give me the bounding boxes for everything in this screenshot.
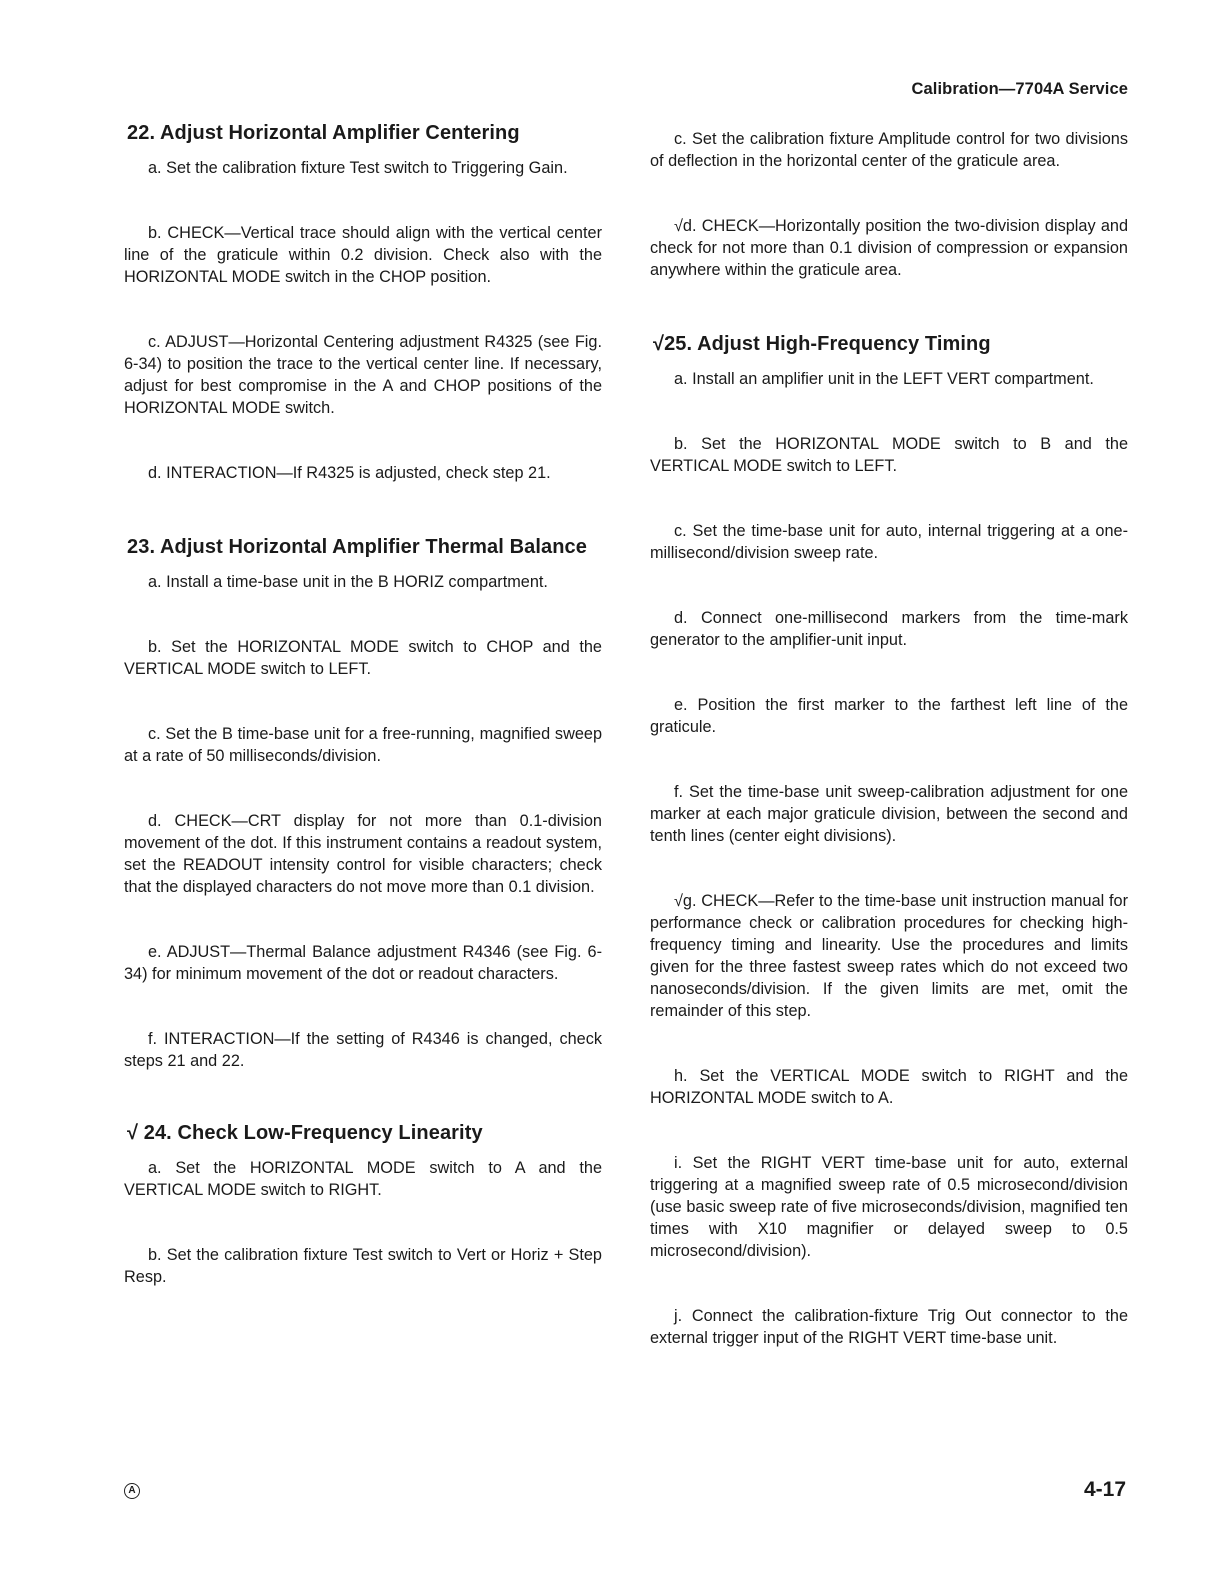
step-23b: b. Set the HORIZONTAL MODE switch to CHOP and the VERTICAL MODE switch to LEFT. [124, 638, 602, 678]
running-header: Calibration—7704A Service [911, 80, 1128, 98]
step-24c: c. Set the calibration fixture Amplitude control for two divisions of deflection in the horizontal center of the graticule area. [650, 130, 1128, 170]
step-25g: √g. CHECK—Refer to the time-base unit instruction manual for performance check or calibration procedures for checking high-frequency timing and linearity. Use the procedures and limits given for the three fastest sweep rates which do not exceed two nanoseconds/division. If the given limits are met, omit the remainder of this step. [650, 892, 1128, 1020]
step-24b: b. Set the calibration fixture Test switch to Vert or Horiz + Step Resp. [124, 1246, 602, 1286]
section-24-title: √ 24. Check Low-Frequency Linearity [127, 1122, 483, 1144]
section-22-title: 22. Adjust Horizontal Amplifier Centering [127, 122, 520, 144]
step-25i: i. Set the RIGHT VERT time-base unit for auto, external triggering at a magnified sweep rate of 0.5 microsecond/division (use basic sweep rate of five microseconds/division, magnified ten times with X10 magnifier or delayed sweep to 0.5 microsecond/division). [650, 1154, 1128, 1260]
step-25c: c. Set the time-base unit for auto, internal triggering at a one-millisecond/division sweep rate. [650, 522, 1128, 562]
step-22c: c. ADJUST—Horizontal Centering adjustment R4325 (see Fig. 6-34) to position the trace to the vertical center line. If necessary, adjust for best compromise in the A and CHOP positions of the HORIZONTAL MODE switch. [124, 333, 602, 417]
step-23f: f. INTERACTION—If the setting of R4346 is changed, check steps 21 and 22. [124, 1030, 602, 1070]
step-23d: d. CHECK—CRT display for not more than 0.1-division movement of the dot. If this instrument contains a readout system, set the READOUT intensity control for visible characters; check that the displayed characters do not move more than 0.1 division. [124, 812, 602, 896]
step-25h: h. Set the VERTICAL MODE switch to RIGHT and the HORIZONTAL MODE switch to A. [650, 1067, 1128, 1107]
step-22d: d. INTERACTION—If R4325 is adjusted, check step 21. [148, 464, 551, 482]
step-22b: b. CHECK—Vertical trace should align with the vertical center line of the graticule within 0.2 division. Check also with the HORIZONTAL MODE switch in the CHOP position. [124, 224, 602, 286]
step-25j: j. Connect the calibration-fixture Trig Out connector to the external trigger input of the RIGHT VERT time-base unit. [650, 1307, 1128, 1347]
step-25e: e. Position the first marker to the farthest left line of the graticule. [650, 696, 1128, 736]
step-24a: a. Set the HORIZONTAL MODE switch to A and the VERTICAL MODE switch to RIGHT. [124, 1159, 602, 1199]
left-column [124, 122, 602, 1288]
step-24d: √d. CHECK—Horizontally position the two-division display and check for not more than 0.1 division of compression or expansion anywhere within the graticule area. [650, 217, 1128, 279]
step-23e: e. ADJUST—Thermal Balance adjustment R4346 (see Fig. 6-34) for minimum movement of the dot or readout characters. [124, 943, 602, 983]
step-25a: a. Install an amplifier unit in the LEFT VERT compartment. [674, 370, 1094, 388]
step-23c: c. Set the B time-base unit for a free-running, magnified sweep at a rate of 50 milliseconds/division. [124, 725, 602, 765]
step-25f: f. Set the time-base unit sweep-calibration adjustment for one marker at each major graticule division, between the second and tenth lines (center eight divisions). [650, 783, 1128, 845]
section-25-title: √25. Adjust High-Frequency Timing [653, 333, 991, 355]
step-23a: a. Install a time-base unit in the B HORIZ compartment. [148, 573, 548, 591]
step-22a: a. Set the calibration fixture Test switch to Triggering Gain. [148, 159, 568, 177]
page-number: 4-17 [1083, 1478, 1126, 1501]
step-25b: b. Set the HORIZONTAL MODE switch to B and the VERTICAL MODE switch to LEFT. [650, 435, 1128, 475]
step-25d: d. Connect one-millisecond markers from the time-mark generator to the amplifier-unit input. [650, 609, 1128, 649]
right-column [650, 122, 1128, 1349]
section-23-title: 23. Adjust Horizontal Amplifier Thermal Balance [127, 536, 587, 558]
revision-mark: A [124, 1483, 140, 1499]
